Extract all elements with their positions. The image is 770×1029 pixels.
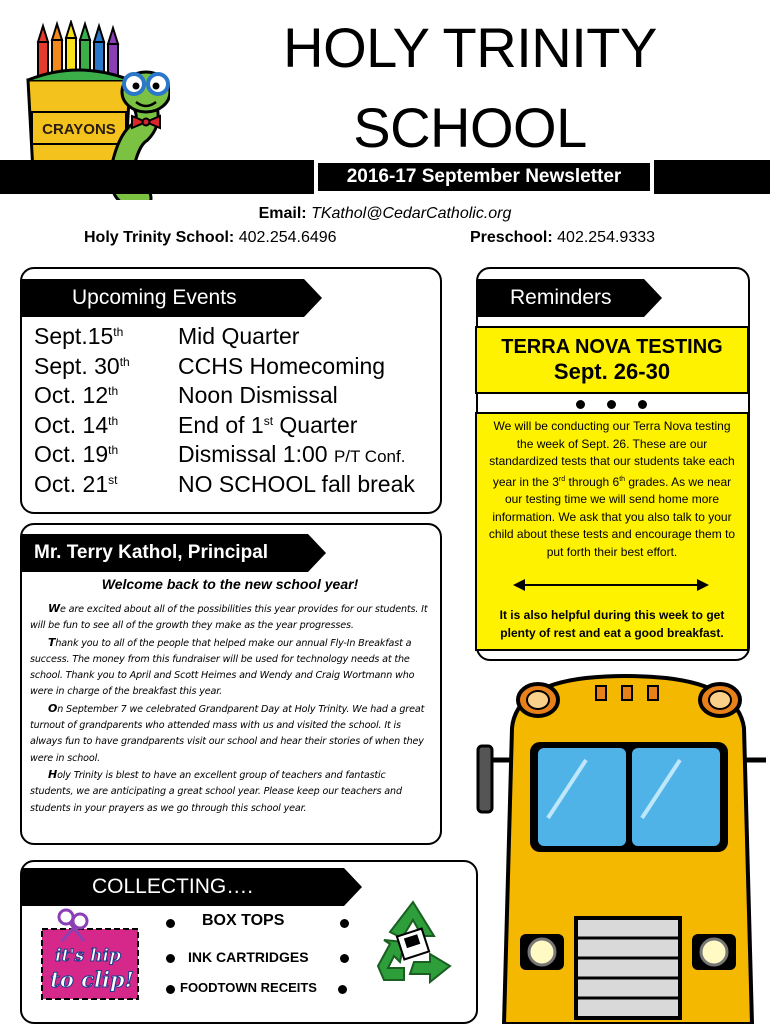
testing-info-box [475,412,749,651]
crayons-label: CRAYONS [42,121,116,138]
event-name: End of 1st Quarter [178,412,358,438]
preschool-phone: 402.254.9333 [557,229,656,246]
principal-greeting: Welcome back to the new school year! [101,576,359,592]
letter-paragraph: We are excited about all of the possibilities this year provides for our students. It will be fun to see all of the growth they make as the year progresses. [30,602,428,632]
clip-logo [36,905,144,1003]
events-list [34,322,434,502]
school-title-line2: SCHOOL [353,96,587,159]
event-date: Oct. 12 [34,382,109,408]
recycle-icon [366,896,460,990]
testing-banner [475,326,749,394]
letter-paragraph: On September 7 we celebrated Grandparent Day at Holy Trinity. We had a great turnout of grandparents who attended mass with us and visited the school. It is always fun to have grandparents visit our school and hear their stories of when they were in school. [30,701,425,764]
school-phone-line [84,229,337,247]
testing-dates: Sept. 26-30 [553,359,671,384]
event-name: Mid Quarter [178,323,300,349]
reminders-heading: Reminders [478,279,644,317]
event-row: Oct. 21st [34,471,118,497]
event-date: Oct. 14 [34,412,109,438]
event-row: Oct. 14th [34,412,119,438]
preschool-phone-label: Preschool: [470,229,553,246]
event-date: Oct. 21 [34,471,109,497]
letter-paragraph: Holy Trinity is blest to have an excellent group of teachers and fantastic students, we are anticipating a great school year. Please keep our teachers and students in your prayers as we go through this school year. [30,767,402,814]
upcoming-events-heading: Upcoming Events [22,279,304,317]
testing-title: TERRA NOVA TESTING [501,336,723,358]
letter-paragraph: Thank you to all of the people that helped make our annual Fly-In Breakfast a success. The money from this fundraiser will be used for technology needs at the school. Thank you to April and Scott Heimes and Wendy and Craig Wortmann who were in charge of the breakfast this year. [30,635,415,698]
event-name: CCHS Homecoming [178,353,386,379]
event-date: Oct. 19 [34,441,109,467]
event-date: Sept. 30 [34,353,120,379]
testing-description: We will be conducting our Terra Nova testing the week of Sept. 26. These are our standardized tests that our students take each year in the 3rd through 6th grades. As we near our testing time we will send home more information. We ask that you also talk to your child about these tests and encourage them to put forth their best effort. [488,419,736,559]
newsletter-subtitle-box [314,160,654,194]
event-name: Dismissal 1:00 P/T Conf. [178,441,406,467]
event-row: Oct. 12th [34,382,119,408]
clip-logo-line2: to clip! [50,967,134,992]
testing-tip: It is also helpful during this week to get plenty of rest and eat a good breakfast. [499,608,725,640]
preschool-phone-line [470,229,655,247]
school-title-line1: HOLY TRINITY [283,16,657,79]
principal-heading: Mr. Terry Kathol, Principal [22,534,308,572]
collecting-list: BOX TOPS INK CARTRIDGES FOODTOWN RECEITS [158,912,358,1012]
event-row: Sept.15th [34,323,124,349]
school-bus-illustration [476,668,770,1024]
double-arrow [513,578,709,592]
email-label: Email: [258,205,307,222]
event-row: Oct. 19th [34,441,119,467]
collecting-heading: COLLECTING…. [22,868,344,906]
newsletter-subtitle: 2016-17 September Newsletter [318,163,650,191]
event-row: Sept. 30th [34,353,130,379]
school-phone-label: Holy Trinity School: [84,229,235,246]
principal-letter [30,601,430,817]
school-phone: 402.254.6496 [238,229,337,246]
event-date: Sept.15 [34,323,114,349]
event-name: NO SCHOOL fall break [178,471,415,497]
clip-logo-line1: it's hip [55,946,121,966]
event-name: Noon Dismissal [178,382,338,408]
email-value[interactable]: TKathol@CedarCatholic.org [311,205,512,222]
email-line [0,205,770,223]
